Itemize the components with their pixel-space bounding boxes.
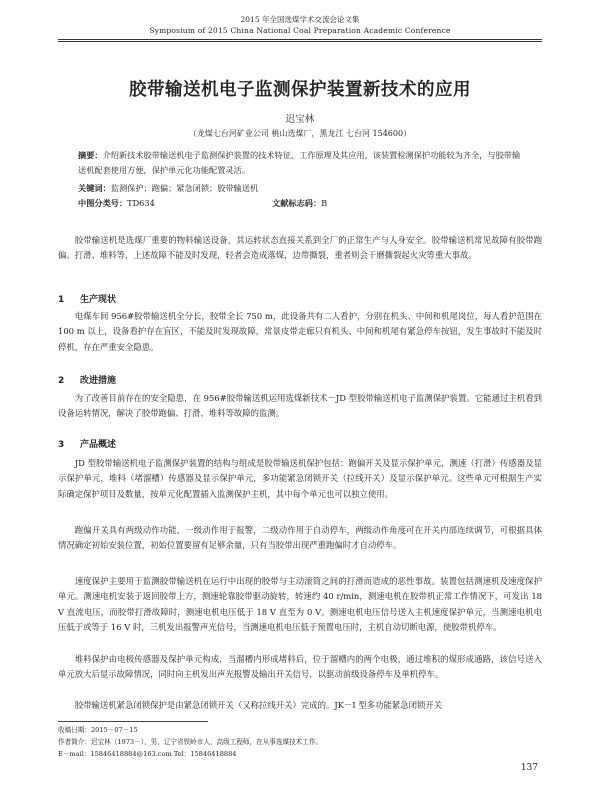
footnote-received: 收稿日期：2015－07－15 xyxy=(58,726,138,734)
section-title: 改进措施 xyxy=(80,376,117,386)
section-paragraph: 胶带输送机紧急闭锁保护是由紧急闭锁开关（又称拉线开关）完成的。JK－I 型多功能紧急闭锁开关 xyxy=(74,700,443,710)
section-paragraph: 跑偏开关具有两级动作功能，一级动作用于报警，二级动作用于自动停车，两级动作角度可在开关内部连续调节，可根据具体情况确定初始安装位置，初始位置要留有足够余量，只有当胶带出现严重跑偏时才自动停车。 xyxy=(58,525,542,551)
abstract-text: 介绍新技术胶带输送机电子监测保护装置的技术特征、工作原理及其应用，该装置检测保护功能较为齐全，与胶带输送机配套使用方便，保护单元化功能配置灵活。 xyxy=(78,150,521,175)
intro-paragraph: 胶带输送机是选煤厂重要的物料输送设备，其运转状态直接关系到全厂的正常生产与人身安全。胶带输送机常见故障有胶带跑偏、打滑、堆料等，上述故障不能及时发现，轻者会造成落煤，边带撕裂，重者则会干磨撕裂起火灾等重大事故。 xyxy=(58,235,542,261)
section-number: 3 xyxy=(58,440,65,450)
running-header-cn: 2015 年全国选煤学术交流会论文集 xyxy=(240,15,360,24)
paper-title: 胶带输送机电子监测保护装置新技术的应用 xyxy=(129,80,471,100)
keywords xyxy=(78,181,258,195)
page-number: 137 xyxy=(520,763,538,773)
section-title: 生产现状 xyxy=(80,295,117,305)
section-heading xyxy=(58,373,116,386)
abstract xyxy=(78,148,528,177)
section-paragraph: JD 型胶带输送机电子监测保护装置的结构与组成是胶带输送机保护包括：跑偏开关及显示保护单元，测速（打滑）传感器及显示保护单元，堆料（堵溜槽）传感器及显示保护单元，多功能紧急闭锁开关（拉线开关）及显示保护单元。这些单元可根据生产实际确定保护项目及数量，按单元化配置插入监测保护主机，其中每个单元也可以独立使用。 xyxy=(58,458,542,499)
section-paragraph: 电煤车间 956#胶带输送机全分长，胶带全长 750 m，此设备共有二人看护，分别在机头、中间和机尾岗位，每人看护范围在 100 m 以上，设备看护存在盲区，不能及时发现故障，常景皮带走廊只有机头、中间和机尾有紧急停车按钮，发生事故时不能及时停机，存在严重安全隐患。 xyxy=(58,311,542,352)
footnote-rule xyxy=(58,721,208,722)
keywords-label: 关键词： xyxy=(78,183,111,193)
header-rule xyxy=(58,39,542,40)
author-name: 迟宝林 xyxy=(285,114,315,125)
author-affiliation: （龙煤七台河矿业公司 桃山选煤厂，黑龙江 七台河 154600） xyxy=(188,129,412,138)
section-paragraph: 速度保护主要用于监测胶带输送机在运行中出现的胶带与主动滚筒之间的打滑而造成的恶性事故。装置包括测速机及速度保护单元。测速电机安装于返回胶带上方，测速轮靠胶带驱动旋转，转速约 40 r/min，测速电机在胶带机正常工作情况下，可发出 18 V 直流电压，而胶带打滑故障时，测速电机电压低于 18 V 直至为 0 V。测速电机电压信号送入主机速度保护单元，当测速电机电压低于或等于 16 V 时，三机发出报警声光信号，当测速电机电压低于预置电压时，主机自动切断电源，使胶带机停车。 xyxy=(58,576,542,632)
running-header-en: Symposium of 2015 China National Coal Preparation Academic Conference xyxy=(149,26,451,35)
section-number: 1 xyxy=(58,295,65,305)
classification-value: TD634 xyxy=(127,198,155,208)
section-paragraph: 堆料保护由电极传感器及保护单元构成，当溜槽内形成堵料后，位于溜槽内的两个电极，通过堆积的煤形成通路，该信号送入单元放大后显示故障情况，同时向主机发出声光报警及输出开关信号，以驱动前级设备停车及单机停车。 xyxy=(58,654,542,680)
section-heading xyxy=(58,437,116,450)
classification-label: 中图分类号： xyxy=(78,198,128,208)
abstract-label: 摘要： xyxy=(78,150,103,160)
classification xyxy=(78,196,155,210)
footnote-contact: E－mail：15846418884@163.com Tel：15846418884 xyxy=(58,750,237,758)
keywords-text: 监测保护；跑偏；紧急闭锁；胶带输送机 xyxy=(110,183,259,193)
header-rule-thin xyxy=(58,41,542,42)
section-paragraph: 为了改善目前存在的安全隐患，在 956#胶带输送机运用选煤新技术－JD 型胶带输送机电子监测保护装置。它能通过主机看到设备运转情况，解决了胶带跑偏、打滑、堆料等故障的监测。 xyxy=(58,393,542,419)
section-heading xyxy=(58,292,116,305)
section-title: 产品概述 xyxy=(80,440,117,450)
footnote-author-bio: 作者简介：迟宝林（1973－），男，辽宁省铁岭市人，高级工程师，在从事选煤技术工作。 xyxy=(58,738,323,746)
section-number: 2 xyxy=(58,376,65,386)
doc-code-value: B xyxy=(321,198,328,208)
document-code xyxy=(272,196,327,210)
doc-code-label: 文献标志码： xyxy=(272,198,322,208)
